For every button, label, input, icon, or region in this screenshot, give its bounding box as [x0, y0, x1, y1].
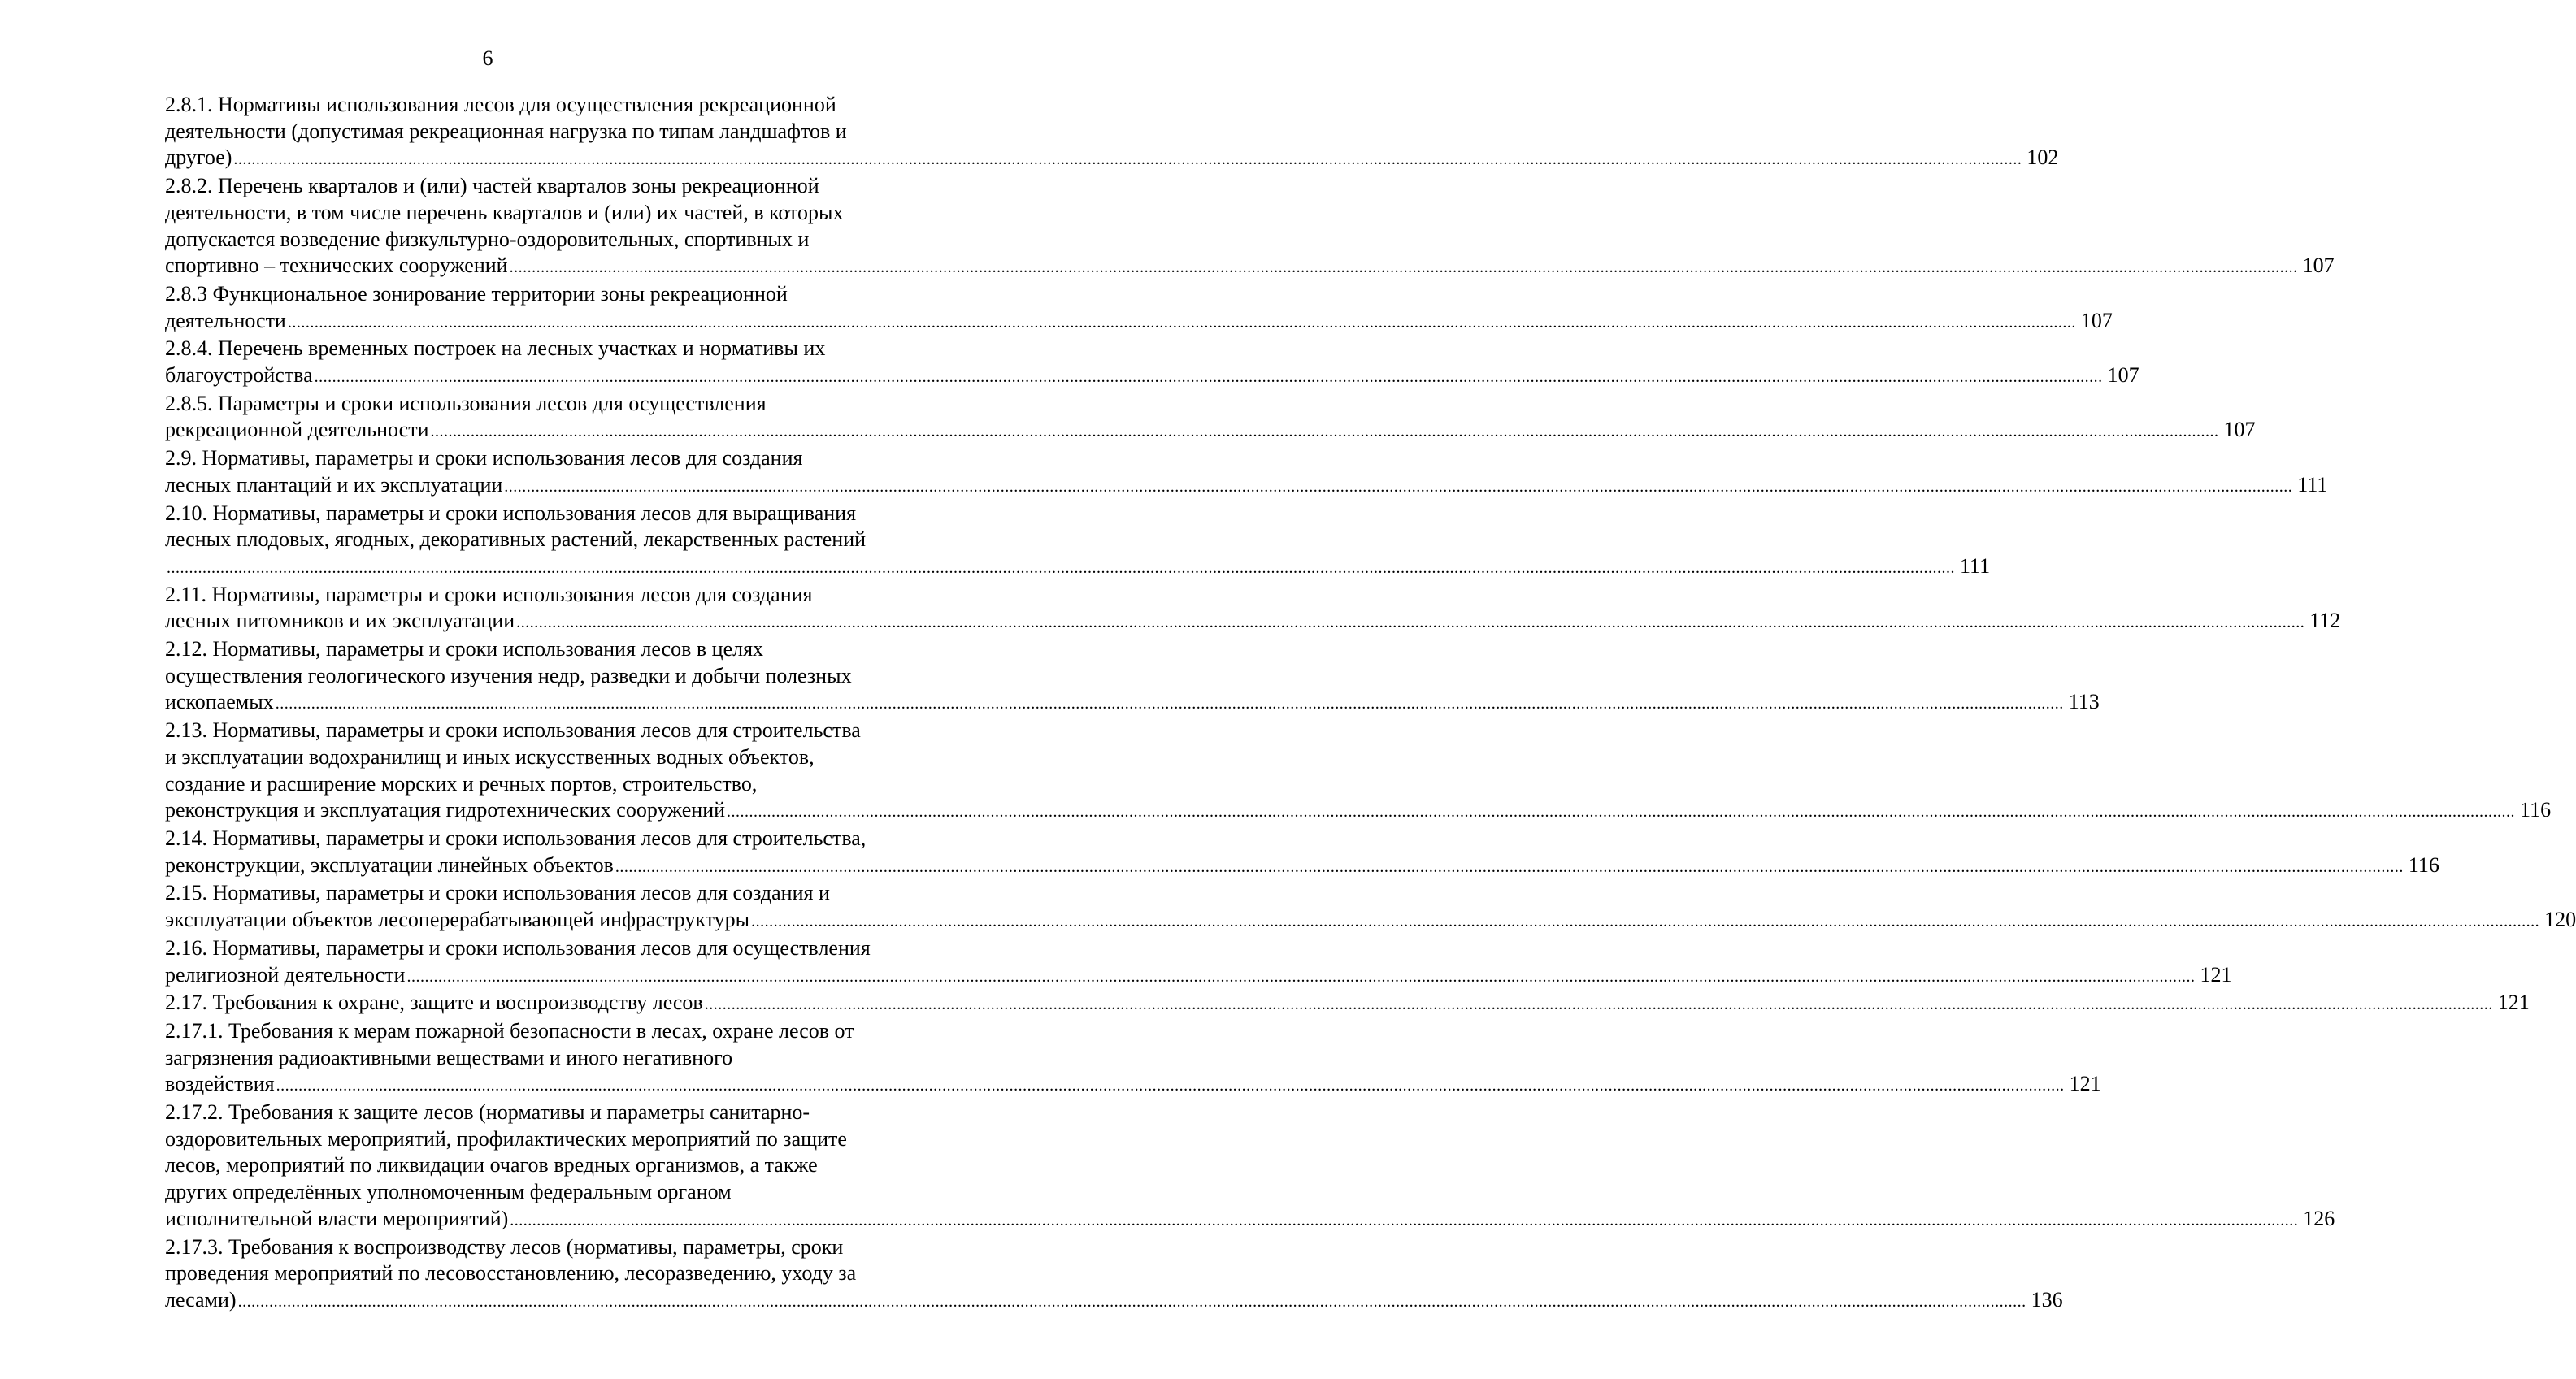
toc-entry-line: 2.15. Нормативы, параметры и сроки использования лесов для создания и	[165, 881, 830, 905]
toc-entry-last-line	[165, 362, 2139, 391]
toc-entry-last-line	[165, 472, 2328, 501]
toc-entry-line: 2.8.5. Параметры и сроки использования лесов для осуществления	[165, 391, 767, 415]
toc-entry-last-line	[165, 962, 2232, 991]
toc-page-number: 112	[2309, 609, 2341, 633]
toc-entry	[165, 391, 2256, 445]
toc-entry-title-end: эксплуатации объектов лесоперерабатывающей инфраструктуры	[165, 908, 750, 932]
toc-entry-line: 2.8.1. Нормативы использования лесов для осуществления рекреационной	[165, 93, 836, 116]
toc-entry-title-end: деятельности	[165, 308, 286, 332]
toc-entry-last-line	[165, 1287, 2063, 1316]
toc-entry-last-line	[165, 553, 1991, 582]
toc-entry-line: 2.17.1. Требования к мерам пожарной безопасности в лесах, охране лесов от	[165, 1018, 854, 1043]
toc-entry-last-line	[165, 852, 2439, 881]
dot-leader: ................................................................................................................................................................................................................................................................................................................................................................................................................	[504, 477, 2293, 496]
toc-page-number: 107	[2080, 308, 2113, 332]
toc-entry-line: 2.13. Нормативы, параметры и сроки использования лесов для строительства	[165, 718, 861, 743]
toc-entry-last-line	[165, 990, 2530, 1018]
toc-entry-last-line	[165, 253, 2335, 281]
table-of-contents	[165, 92, 2576, 1316]
toc-entry	[165, 636, 2100, 718]
toc-page-number: 126	[2303, 1206, 2335, 1230]
toc-page-number: 111	[1960, 553, 1991, 578]
toc-entry-line: оздоровительных мероприятий, профилактических мероприятий по защите	[165, 1126, 847, 1151]
toc-entry-line: 2.9. Нормативы, параметры и сроки использования лесов для создания	[165, 446, 803, 471]
toc-page-number: 116	[2408, 852, 2439, 877]
dot-leader: ................................................................................................................................................................................................................................................................................................................................................................................................................	[615, 857, 2404, 876]
dot-leader: ................................................................................................................................................................................................................................................................................................................................................................................................................	[167, 558, 1955, 577]
toc-entry-title-end: спортивно – технических сооружений	[165, 254, 508, 278]
toc-entry-title-end: лесных плантаций и их эксплуатации	[165, 472, 503, 497]
toc-page-number: 120	[2544, 908, 2576, 932]
page-number: 6	[482, 46, 493, 70]
toc-entry-line: 2.12. Нормативы, параметры и сроки использования лесов в целях	[165, 637, 764, 661]
toc-page-number: 107	[2223, 418, 2256, 442]
toc-entry-last-line	[165, 1071, 2101, 1099]
toc-entry	[165, 445, 2328, 500]
dot-leader: ................................................................................................................................................................................................................................................................................................................................................................................................................	[276, 1077, 2065, 1095]
toc-entry-last-line	[165, 689, 2100, 718]
toc-entry-line: лесов, мероприятий по ликвидации очагов вредных организмов, а также	[165, 1153, 818, 1177]
toc-entry-line: проведения мероприятий по лесовосстановлению, лесоразведению, уходу за	[165, 1261, 857, 1286]
toc-entry-line: создание и расширение морских и речных портов, строительство,	[165, 771, 758, 796]
toc-page-number: 136	[2031, 1287, 2063, 1312]
toc-entry	[165, 990, 2530, 1018]
toc-entry	[165, 1018, 2101, 1099]
toc-entry-last-line	[165, 797, 2552, 826]
toc-entry-line: загрязнения радиоактивными веществами и иного негативного	[165, 1045, 733, 1069]
toc-entry-title-end: другое)	[165, 145, 232, 170]
dot-leader: ................................................................................................................................................................................................................................................................................................................................................................................................................	[287, 313, 2076, 332]
toc-entry-line: допускается возведение физкультурно-оздоровительных, спортивных и	[165, 227, 810, 251]
toc-entry	[165, 880, 2576, 935]
toc-entry-title-end: исполнительной власти мероприятий)	[165, 1206, 509, 1230]
dot-leader: ................................................................................................................................................................................................................................................................................................................................................................................................................	[751, 913, 2540, 931]
toc-entry-title-end: реконструкция и эксплуатация гидротехнических сооружений	[165, 798, 726, 822]
toc-entry-line: 2.10. Нормативы, параметры и сроки использования лесов для выращивания	[165, 501, 857, 525]
dot-leader: ................................................................................................................................................................................................................................................................................................................................................................................................................	[430, 423, 2219, 441]
toc-entry-line: 2.17.2. Требования к защите лесов (нормативы и параметры санитарно-	[165, 1100, 810, 1125]
dot-leader: ................................................................................................................................................................................................................................................................................................................................................................................................................	[275, 695, 2064, 713]
toc-entry	[165, 501, 1991, 582]
toc-entry-title-end: воздействия	[165, 1072, 275, 1096]
toc-entry-last-line	[165, 608, 2341, 636]
toc-entry-line: и эксплуатации водохранилищ и иных искусственных водных объектов,	[165, 744, 815, 769]
toc-entry-line: 2.8.2. Перечень кварталов и (или) частей кварталов зоны рекреационной	[165, 174, 819, 198]
toc-entry-last-line	[165, 417, 2256, 445]
toc-entry	[165, 1234, 2063, 1316]
toc-entry-line: 2.8.4. Перечень временных построек на лесных участках и нормативы их	[165, 336, 826, 361]
toc-entry-line: 2.16. Нормативы, параметры и сроки использования лесов для осуществления	[165, 935, 871, 960]
toc-entry-line: 2.14. Нормативы, параметры и сроки использования лесов для строительства,	[165, 826, 867, 850]
toc-entry	[165, 582, 2341, 636]
toc-entry-last-line	[165, 308, 2113, 336]
toc-page-number: 107	[2107, 363, 2139, 388]
dot-leader: ................................................................................................................................................................................................................................................................................................................................................................................................................	[727, 803, 2516, 822]
toc-page-number: 102	[2026, 145, 2059, 170]
toc-page-number: 121	[2069, 1072, 2101, 1096]
toc-entry-line: 2.17.3. Требования к воспроизводству лесов (нормативы, параметры, сроки	[165, 1234, 844, 1259]
toc-page-number: 116	[2520, 798, 2552, 822]
toc-entry-line: 2.11. Нормативы, параметры и сроки использования лесов для создания	[165, 582, 813, 606]
toc-page-number: 111	[2297, 472, 2328, 497]
toc-entry	[165, 826, 2439, 880]
toc-entry-line: деятельности (допустимая рекреационная нагрузка по типам ландшафтов и	[165, 119, 847, 143]
dot-leader: ................................................................................................................................................................................................................................................................................................................................................................................................................	[509, 258, 2298, 277]
toc-entry-line: деятельности, в том числе перечень кварталов и (или) их частей, в которых	[165, 200, 844, 224]
toc-entry-last-line	[165, 145, 2059, 173]
toc-entry	[165, 1099, 2335, 1234]
toc-entry-line: лесных плодовых, ягодных, декоративных растений, лекарственных растений	[165, 527, 867, 552]
toc-entry-title-end: религиозной деятельности	[165, 962, 406, 987]
toc-entry-last-line	[165, 907, 2576, 935]
toc-entry-title-end: лесных питомников и их эксплуатации	[165, 609, 515, 633]
toc-entry	[165, 935, 2232, 990]
dot-leader: ................................................................................................................................................................................................................................................................................................................................................................................................................	[516, 614, 2305, 632]
toc-page-number: 121	[2497, 991, 2530, 1015]
toc-entry-title-end: 2.17. Требования к охране, защите и воспроизводству лесов	[165, 991, 703, 1015]
toc-entry-line: 2.8.3 Функциональное зонирование территории зоны рекреационной	[165, 281, 788, 306]
toc-entry	[165, 718, 2552, 826]
toc-entry-title-end: ископаемых	[165, 690, 274, 714]
toc-page-number: 121	[2200, 962, 2232, 987]
toc-entry	[165, 281, 2113, 336]
toc-entry-title-end: реконструкции, эксплуатации линейных объектов	[165, 852, 614, 877]
toc-page-number: 113	[2068, 690, 2100, 714]
toc-entry-line: других определённых уполномоченным федеральным органом	[165, 1180, 732, 1204]
toc-entry-title-end: лесами)	[165, 1287, 237, 1312]
dot-leader: ................................................................................................................................................................................................................................................................................................................................................................................................................	[510, 1211, 2299, 1229]
toc-entry-last-line	[165, 1206, 2335, 1234]
dot-leader: ................................................................................................................................................................................................................................................................................................................................................................................................................	[237, 1292, 2026, 1311]
toc-entry	[165, 336, 2139, 390]
toc-entry-title-end: рекреационной деятельности	[165, 418, 429, 442]
toc-page-number: 107	[2302, 254, 2335, 278]
toc-entry-line: осуществления геологического изучения недр, разведки и добычи полезных	[165, 663, 852, 687]
toc-entry	[165, 173, 2335, 281]
dot-leader: ................................................................................................................................................................................................................................................................................................................................................................................................................	[314, 368, 2103, 387]
dot-leader: ................................................................................................................................................................................................................................................................................................................................................................................................................	[704, 995, 2493, 1014]
dot-leader: ................................................................................................................................................................................................................................................................................................................................................................................................................	[233, 150, 2022, 169]
dot-leader: ................................................................................................................................................................................................................................................................................................................................................................................................................	[406, 967, 2196, 986]
toc-entry	[165, 92, 2059, 173]
toc-entry-title-end: благоустройства	[165, 363, 313, 388]
